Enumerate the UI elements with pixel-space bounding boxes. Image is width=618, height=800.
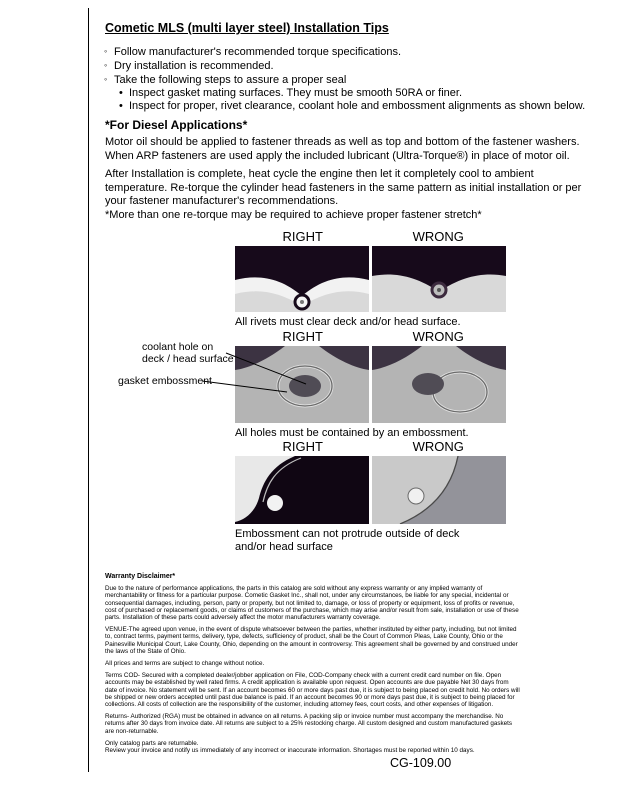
diesel-paragraph-2: After Installation is complete, heat cycle the engine then let it completely cool to ambient temperature. Re-torque the cylinder head fasteners in the same pattern as initial installation or per your fastener manufacturer's recommendations. [105,168,582,207]
coolant-hole-label-line2: deck / head surface [142,352,234,365]
left-margin-rule [88,8,89,772]
diagram-row-rivets [235,229,506,329]
wrong-label: WRONG [412,229,464,244]
filled-bullet-icon: • [119,87,123,99]
coolant-hole-label-line1: coolant hole on [142,341,214,353]
diesel-applications-heading: *For Diesel Applications* [105,118,248,132]
tip-text: Inspect for proper, rivet clearance, coolant hole and embossment alignments as shown below. [129,100,586,112]
filled-bullet-icon: • [119,100,123,112]
tip-text: Inspect gasket mating surfaces. They must be smooth 50RA or finer. [129,87,463,99]
diagram-caption [235,528,506,554]
tip-item [104,59,585,73]
protrusion-right-image [235,456,369,524]
diagram-headers [235,229,506,244]
protrusion-wrong-image [372,456,506,524]
open-bullet-icon: ◦ [104,74,108,84]
warranty-paragraph: All prices and terms are subject to change without notice. [105,660,265,668]
open-bullet-icon: ◦ [104,60,108,70]
diagram-row-protrusion [235,439,506,554]
rivet-wrong-image [372,246,506,312]
warranty-paragraph: Terms COD- Secured with a completed dealer/jobber application on File, COD-Company check with a current credit card number on file. Open accounts may be established by well rated firms. A credit application is available upon request. Open accounts are due payable Net 30 days from date of invoice. No statement will be sent. If an account becomes 60 or more days past due, it is subject to being placed on credit hold. No orders will be shipped or new orders accepted until past due balance is paid. If an account becomes 90 or more days past due, it is subject to being placed for collections. All costs of collection are the responsibility of the customer, including attorney fees, court costs, and other expenses of litigation. [105,672,520,709]
warranty-heading: Warranty Disclaimer* [105,573,176,580]
diagram-headers [235,329,506,344]
diagram-caption-line2: and/or head surface [235,541,333,553]
warranty-paragraph: VENUE-The agreed upon venue, in the event of dispute whatsoever between the parties, whether instituted by either party, including, but not limited to, contract terms, payment terms, delivery, type, defects, sufficiency of product, shall be the Court of Common Pleas, Lake County, Ohio or the Painesville Municipal Court, Lake County, Ohio, depending on the amount in controversy. This agreement shall be governed by and construed under the laws of the State of Ohio. [105,626,518,655]
page-title: Cometic MLS (multi layer steel) Installation Tips [105,21,389,35]
tip-sub-item [104,87,585,100]
warranty-paragraph: Returns- Authorized (RGA) must be obtained in advance on all returns. A packing slip or invoice number must accompany the merchandise. No returns after 30 days from invoice date. All returns are subject to a 25% restocking charge. All custom designed and custom manufactured gaskets are non-returnable. [105,713,513,735]
tip-sub-item [104,100,585,113]
retorque-note: *More than one re-torque may be required to achieve proper fastener stretch* [105,209,482,221]
diagram-caption: All rivets must clear deck and/or head surface. [235,316,461,328]
tip-text: Follow manufacturer's recommended torque specifications. [114,46,402,58]
wrong-label: WRONG [412,439,464,454]
warranty-paragraph: Due to the nature of performance applications, the parts in this catalog are sold without any express warranty or any implied warranty of merchantability or fitness for a particular purpose. Cometic Gasket Inc., shall not, under any circumstances, be liable for any special, incidental or consequential damages, including, person, party or property, but not limited to, damage, or loss of property or equipment, loss of profits or revenue, cost of purchased or replacement goods, or claims of customers of the purchase, which may arise and/or result from sale, installation or use of these parts. Installation of these parts could adversely affect the motor manufacturers warranty coverage. [105,585,519,622]
warranty-section [105,573,520,754]
warranty-paragraph: Review your invoice and notify us immediately of any incorrect or inaccurate information. Shortages must be reported within 10 days. [105,747,475,755]
wrong-label: WRONG [412,329,464,344]
doc-number: CG-109.00 [390,756,452,770]
tip-item [104,45,585,59]
tip-item [104,73,585,87]
diagram-images [235,246,506,312]
diagram-headers [235,439,506,454]
warranty-paragraph: Only catalog parts are returnable. [105,739,199,747]
rivet-right-image [235,246,369,312]
gasket-embossment-label: gasket embossment [118,375,212,387]
open-bullet-icon: ◦ [104,46,108,56]
tip-text: Dry installation is recommended. [114,60,274,72]
right-label: RIGHT [282,329,323,344]
installation-tips-list [104,45,585,113]
right-label: RIGHT [282,229,323,244]
diagram-images [235,456,506,524]
tip-text: Take the following steps to assure a proper seal [114,74,347,86]
label-pointer-lines [195,348,315,398]
diesel-paragraph-1: Motor oil should be applied to fastener threads as well as top and bottom of the fastener washers. When ARP fasteners are used apply the included lubricant (Ultra-Torque®) in place of motor oil. [105,136,580,162]
embossment-wrong-image [372,346,506,423]
diagram-caption-line1: Embossment can not protrude outside of deck [235,528,460,540]
right-label: RIGHT [282,439,323,454]
diagram-caption: All holes must be contained by an embossment. [235,427,469,439]
